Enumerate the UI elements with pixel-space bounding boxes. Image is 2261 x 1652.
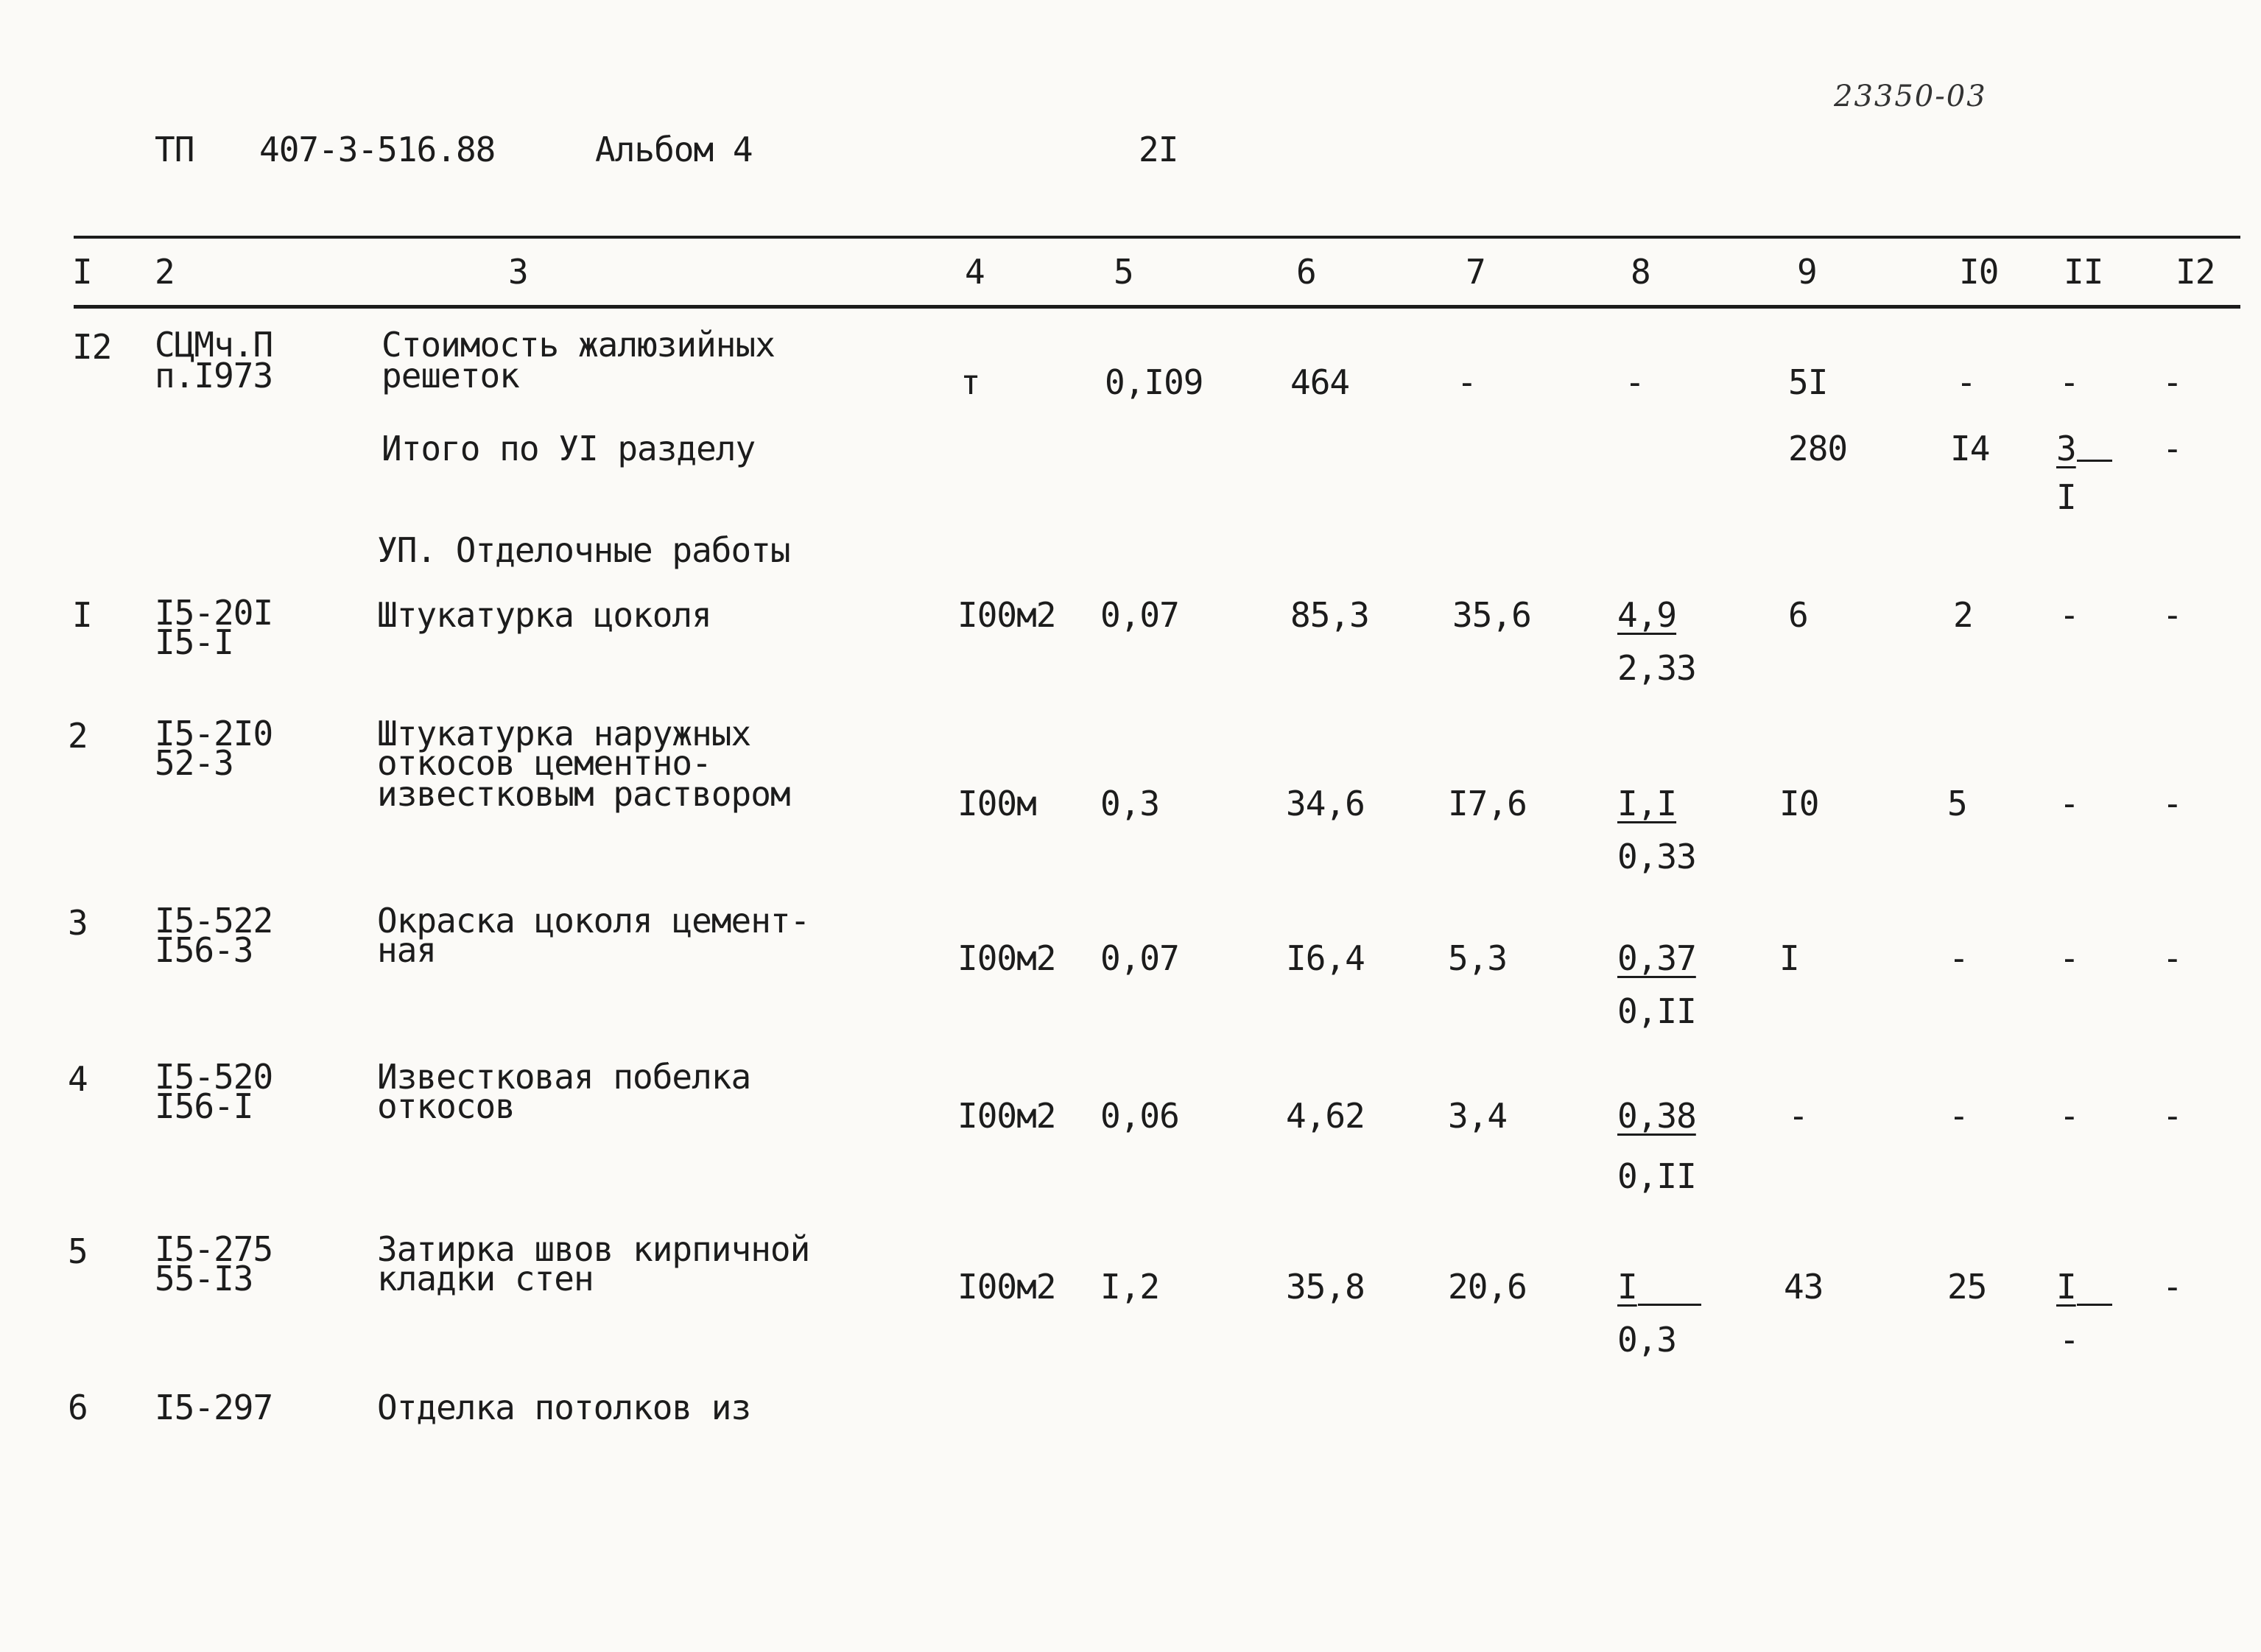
column-header: II [2064, 252, 2103, 292]
column-header: 4 [965, 252, 985, 292]
work-description: Окраска цоколя цемент- [377, 901, 810, 941]
unit: I00м2 [957, 1267, 1056, 1307]
row-number: I2 [72, 327, 112, 367]
col10-value: 25 [1947, 1267, 1987, 1307]
page-number: 2I [1139, 130, 1178, 169]
album-label: Альбом 4 [595, 130, 753, 169]
table-top-rule [74, 236, 2240, 239]
col12-value: - [2162, 429, 2182, 468]
unit: I00м2 [957, 1096, 1056, 1136]
column-header: 5 [1114, 252, 1133, 292]
norm-code-secondary: I56-I [155, 1086, 253, 1126]
col12-value: - [2162, 1267, 2182, 1307]
col11-value: - [2059, 595, 2079, 635]
col8-value: 4,9 [1617, 595, 1677, 635]
column-header: 2 [155, 252, 175, 292]
quantity: I,2 [1100, 1267, 1160, 1307]
col12-value: - [2162, 362, 2182, 402]
column-header: I2 [2176, 252, 2215, 292]
table-header-rule [74, 305, 2240, 309]
column-header: 6 [1296, 252, 1316, 292]
col11-value-secondary: I [2056, 477, 2076, 517]
work-description: Отделка потолков из [377, 1388, 751, 1427]
col9-value: I0 [1779, 784, 1819, 823]
col8-value-secondary: 2,33 [1617, 648, 1696, 688]
unit-cost: 85,3 [1290, 595, 1369, 635]
unit-cost: 464 [1290, 362, 1350, 402]
column-header: 9 [1797, 252, 1817, 292]
column-header: 7 [1466, 252, 1485, 292]
col8-value-secondary: 0,33 [1617, 837, 1696, 876]
quantity: 0,06 [1100, 1096, 1179, 1136]
work-description: откосов цементно- [377, 743, 711, 783]
col8-value: - [1625, 362, 1645, 402]
norm-code: I5-522 [155, 901, 273, 941]
unit: I00м2 [957, 938, 1056, 978]
col7-value: 20,6 [1448, 1267, 1527, 1307]
col12-value: - [2162, 938, 2182, 978]
col11-value: - [2059, 938, 2079, 978]
col12-value: - [2162, 1096, 2182, 1136]
work-description: Стоимость жалюзийных [381, 325, 775, 365]
col11-value: 3 [2056, 429, 2076, 468]
col10-value: 5 [1947, 784, 1967, 823]
tp-label: ТП [155, 130, 194, 169]
unit: I00м2 [957, 595, 1056, 635]
col8-value: 0,38 [1617, 1096, 1696, 1136]
col10-value: - [1949, 1096, 1969, 1136]
norm-code-secondary: 52-3 [155, 743, 233, 783]
quantity: 0,07 [1100, 595, 1179, 635]
col9-value: I [1779, 938, 1799, 978]
col11-value: - [2059, 362, 2079, 402]
col9-value: 280 [1788, 429, 1848, 468]
row-number: 3 [68, 903, 88, 943]
archive-code: 23350-03 [1834, 80, 1987, 113]
work-description: ная [377, 930, 437, 970]
work-description: известковым раствором [377, 774, 790, 814]
col10-value: I4 [1950, 429, 1990, 468]
subtotal-label: Итого по УI разделу [381, 429, 756, 468]
work-description: откосов [377, 1086, 515, 1126]
col12-value: - [2162, 784, 2182, 823]
fraction-line [2077, 460, 2112, 462]
column-header: I0 [1959, 252, 1999, 292]
col10-value: - [1949, 938, 1969, 978]
norm-code: I5-297 [155, 1388, 273, 1427]
quantity: 0,07 [1100, 938, 1179, 978]
unit: т [960, 362, 980, 402]
norm-code-secondary: I56-3 [155, 930, 253, 970]
row-number: 4 [68, 1059, 88, 1099]
col7-value: I7,6 [1448, 784, 1527, 823]
row-number: 6 [68, 1388, 88, 1427]
column-header: 8 [1631, 252, 1650, 292]
col11-value: - [2059, 1096, 2079, 1136]
column-header: 3 [508, 252, 528, 292]
norm-code: I5-2I0 [155, 714, 273, 753]
fraction-line [1638, 1304, 1701, 1306]
norm-code: СЦМч.П [155, 325, 273, 365]
col9-value: 5I [1788, 362, 1828, 402]
col8-value: I,I [1617, 784, 1677, 823]
col11-value: I [2056, 1267, 2076, 1307]
col8-value: I [1617, 1267, 1637, 1307]
work-description: Штукатурка цоколя [377, 595, 711, 635]
col12-value: - [2162, 595, 2182, 635]
work-description: Известковая побелка [377, 1057, 751, 1097]
work-description: Штукатурка наружных [377, 714, 751, 753]
col8-value: 0,37 [1617, 938, 1696, 978]
quantity: 0,I09 [1105, 362, 1203, 402]
col10-value: 2 [1953, 595, 1973, 635]
norm-code-secondary: п.I973 [155, 356, 273, 396]
col8-value-secondary: 0,3 [1617, 1320, 1677, 1360]
col10-value: - [1956, 362, 1976, 402]
row-number: 5 [68, 1231, 88, 1271]
col11-value: - [2059, 784, 2079, 823]
fraction-line [2077, 1304, 2112, 1306]
norm-code-secondary: 55-I3 [155, 1259, 253, 1298]
col9-value: - [1788, 1096, 1808, 1136]
unit: I00м [957, 784, 1036, 823]
column-header: I [72, 252, 92, 292]
unit-cost: 35,8 [1286, 1267, 1365, 1307]
row-number: I [72, 595, 92, 635]
norm-code-secondary: I5-I [155, 622, 233, 662]
unit-cost: 34,6 [1286, 784, 1365, 823]
col9-value: 43 [1784, 1267, 1824, 1307]
document-number: 407-3-516.88 [259, 130, 496, 169]
section-heading: УП. Отделочные работы [377, 530, 790, 570]
norm-code: I5-20I [155, 593, 273, 633]
col7-value: 5,3 [1448, 938, 1508, 978]
col7-value: 3,4 [1448, 1096, 1508, 1136]
unit-cost: 4,62 [1286, 1096, 1365, 1136]
col8-value-secondary: 0,II [1617, 1156, 1696, 1196]
row-number: 2 [68, 716, 88, 756]
work-description: Затирка швов кирпичной [377, 1229, 810, 1269]
col7-value: 35,6 [1452, 595, 1531, 635]
norm-code: I5-275 [155, 1229, 273, 1269]
unit-cost: I6,4 [1286, 938, 1365, 978]
col11-value-secondary: - [2059, 1320, 2079, 1360]
quantity: 0,3 [1100, 784, 1160, 823]
col9-value: 6 [1788, 595, 1808, 635]
norm-code: I5-520 [155, 1057, 273, 1097]
col8-value-secondary: 0,II [1617, 991, 1696, 1031]
col7-value: - [1457, 362, 1477, 402]
work-description: решеток [381, 356, 519, 396]
work-description: кладки стен [377, 1259, 594, 1298]
